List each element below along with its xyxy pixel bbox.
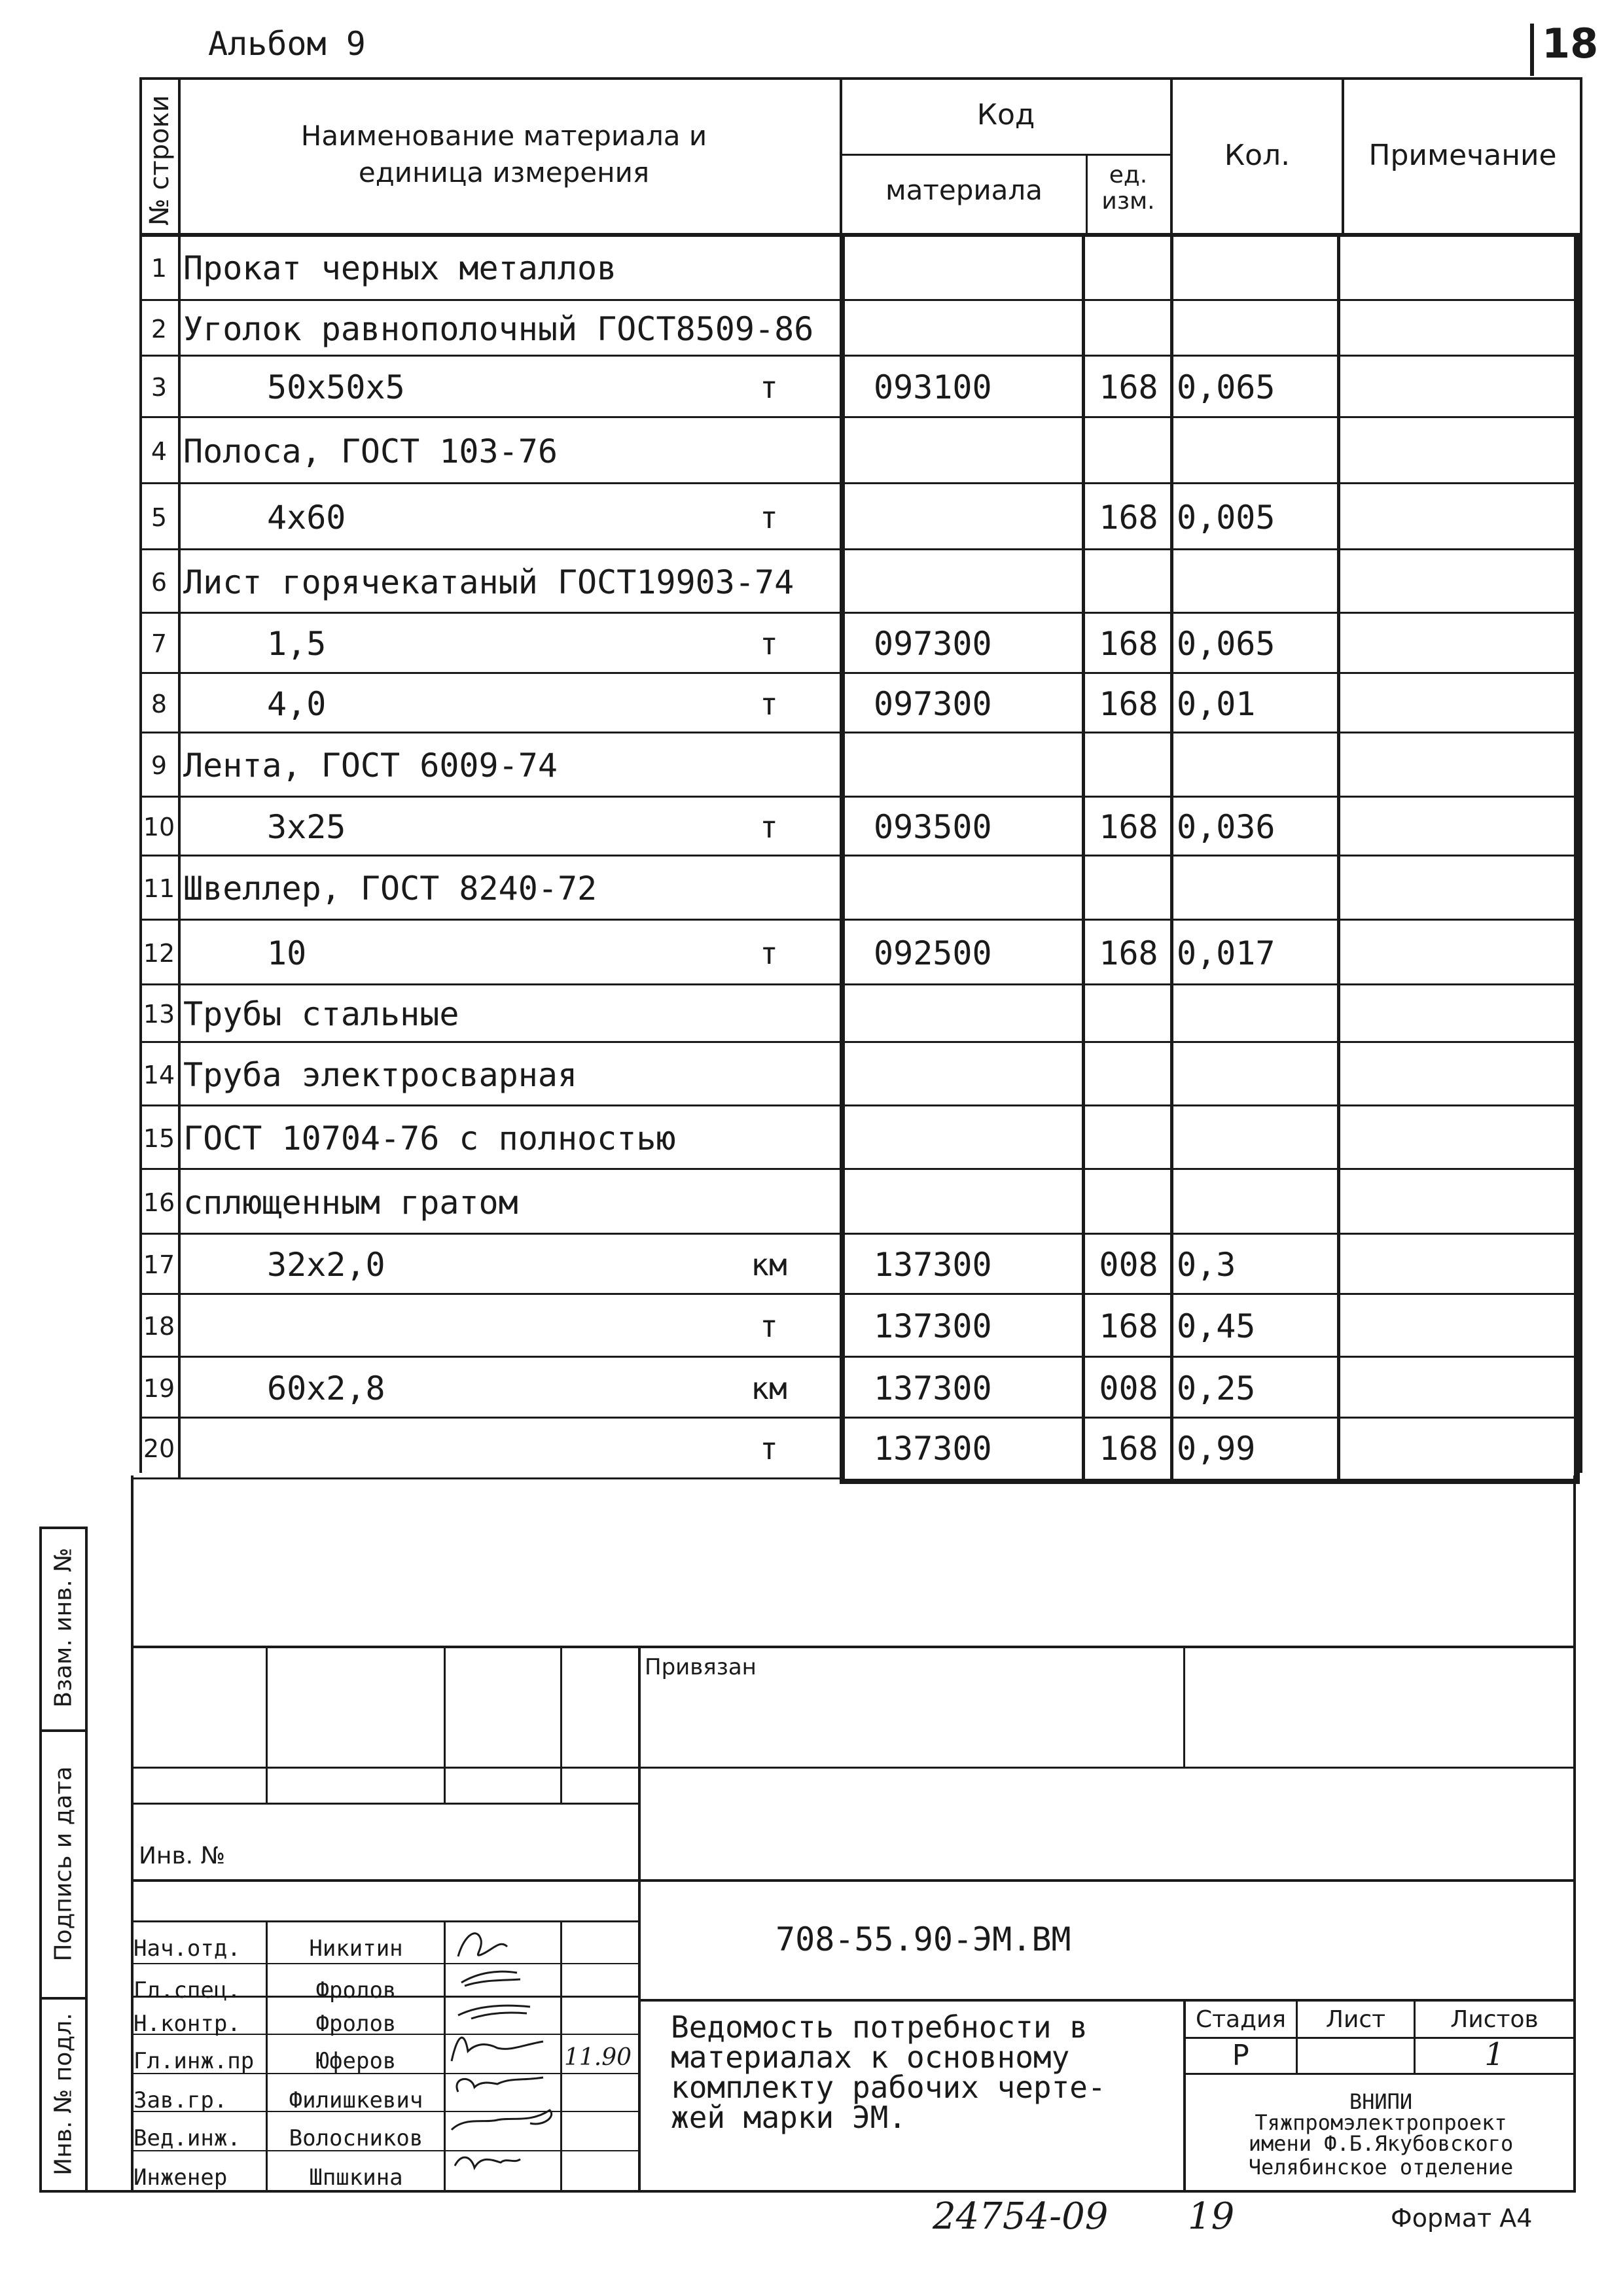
staff-name: Филишкевич	[289, 2087, 423, 2113]
note-header: Примечание	[1368, 139, 1557, 172]
material-code-header: материала	[885, 174, 1043, 206]
material-code: 137300	[874, 1369, 992, 1407]
organization-line: Челябинское отделение	[1248, 2155, 1514, 2180]
quantity	[1177, 733, 1334, 798]
quantity	[1177, 550, 1334, 614]
stage-label: Стадия	[1195, 2006, 1287, 2033]
document-title-line: Ведомость потребности в	[671, 2009, 1088, 2045]
unit	[707, 1043, 831, 1106]
unit-code: 168	[1099, 625, 1158, 663]
format-label: Формат А4	[1391, 2204, 1533, 2233]
name-column-header: Наименование материала и единица измерения	[300, 120, 707, 188]
unit-code: 168	[1099, 368, 1158, 406]
unit-code	[1088, 733, 1169, 798]
material-name: 1,5	[267, 625, 327, 663]
sheets-value: 1	[1484, 2036, 1505, 2073]
material-name: Лист горячекатаный ГОСТ19903-74	[183, 563, 794, 601]
signature-yuferov	[452, 2038, 543, 2061]
original-inventory-label: Инв. № подл.	[50, 2013, 77, 2176]
unit-code: 168	[1099, 1307, 1158, 1345]
organization-line: Тяжпромэлектропроект	[1255, 2110, 1507, 2135]
unit-code	[1088, 550, 1169, 614]
material-code	[874, 236, 1106, 301]
sheet-number: 18	[1542, 20, 1599, 67]
unit: км	[751, 1247, 787, 1282]
quantity-header: Кол.	[1224, 139, 1291, 172]
material-code: 097300	[874, 684, 992, 723]
attached-label: Привязан	[645, 1654, 757, 1680]
material-name: 4,0	[267, 684, 327, 723]
row-number: 18	[143, 1312, 175, 1341]
material-name: Трубы стальные	[183, 995, 459, 1033]
unit: т	[760, 499, 778, 535]
unit: т	[760, 626, 778, 662]
staff-role: Зав.гр.	[134, 2087, 228, 2113]
signature-nikitin	[458, 1934, 507, 1956]
signature-frolov-2	[458, 2005, 530, 2019]
document-title-line: материалах к основному	[671, 2040, 1070, 2075]
material-code: 097300	[874, 625, 992, 663]
staff-name: Фролов	[315, 1977, 397, 2004]
quantity	[1177, 857, 1334, 921]
sheet-number-divider	[1530, 24, 1534, 76]
material-code	[874, 418, 1106, 484]
unit-code	[1088, 857, 1169, 921]
quantity	[1177, 301, 1334, 357]
material-name: 32x2,0	[267, 1246, 385, 1284]
unit-code: 008	[1099, 1369, 1158, 1407]
material-name: Труба электросварная	[183, 1055, 578, 1094]
row-number: 9	[151, 751, 168, 780]
row-number: 2	[151, 314, 168, 344]
quantity	[1177, 1170, 1334, 1235]
unit	[707, 418, 831, 484]
row-number: 16	[143, 1188, 175, 1217]
material-code	[874, 484, 1106, 550]
material-code: 092500	[874, 934, 992, 972]
unit	[707, 985, 831, 1043]
material-code: 137300	[874, 1246, 992, 1284]
quantity: 0,45	[1177, 1307, 1256, 1345]
row-number: 6	[151, 567, 168, 597]
quantity: 0,99	[1177, 1430, 1256, 1468]
quantity: 0,065	[1177, 625, 1275, 663]
sheet-label: Лист	[1325, 2006, 1386, 2033]
unit: км	[751, 1370, 787, 1406]
row-number: 12	[143, 938, 175, 968]
material-code	[874, 733, 1106, 798]
material-code	[874, 1043, 1106, 1106]
unit	[707, 733, 831, 798]
unit: т	[760, 1431, 778, 1466]
unit-code	[1088, 1043, 1169, 1106]
signature-frolov-1	[461, 1971, 520, 1986]
row-number: 5	[151, 503, 168, 532]
material-code	[874, 857, 1106, 921]
row-number: 19	[143, 1373, 175, 1403]
row-number: 20	[143, 1434, 175, 1463]
material-code	[874, 1106, 1106, 1170]
quantity: 0,036	[1177, 808, 1275, 846]
unit-code	[1088, 1106, 1169, 1170]
unit	[707, 1170, 831, 1235]
code-column-header: Код	[976, 98, 1035, 132]
staff-name: Юферов	[315, 2048, 397, 2074]
staff-name: Никитин	[309, 1935, 403, 1962]
staff-name: Волосников	[289, 2125, 423, 2151]
unit-code: 168	[1099, 684, 1158, 723]
quantity: 0,005	[1177, 498, 1275, 537]
album-label: Альбом 9	[208, 25, 366, 63]
material-name: Уголок равнополочный ГОСТ8509-86	[183, 309, 814, 348]
inventory-number-label: Инв. №	[139, 1843, 226, 1869]
unit: т	[760, 809, 778, 845]
material-name: 10	[267, 934, 307, 972]
row-number: 13	[143, 1000, 175, 1029]
unit-code	[1088, 418, 1169, 484]
unit-code	[1088, 1170, 1169, 1235]
unit-code: 168	[1099, 1430, 1158, 1468]
sheets-label: Листов	[1450, 2006, 1539, 2033]
unit	[707, 301, 831, 357]
unit: т	[760, 370, 778, 405]
signatures	[445, 1920, 563, 2192]
material-code	[874, 1170, 1106, 1235]
signature-filishkevich	[457, 2077, 543, 2092]
material-code: 093500	[874, 808, 992, 846]
unit-code: 168	[1099, 934, 1158, 972]
organization-line: ВНИПИ	[1349, 2089, 1413, 2114]
replacement-inventory-label: Взам. инв. №	[50, 1547, 77, 1708]
quantity: 0,3	[1177, 1246, 1236, 1284]
staff-role: Нач.отд.	[134, 1935, 241, 1962]
material-code: 093100	[874, 368, 992, 406]
organization	[1190, 2091, 1572, 2178]
document-title	[671, 2009, 1106, 2135]
unit-code: 168	[1099, 498, 1158, 537]
row-number: 15	[143, 1123, 175, 1153]
unit: т	[760, 935, 778, 971]
row-number: 14	[143, 1060, 175, 1089]
material-name: 4x60	[267, 498, 346, 537]
footer-number: 24754-09	[933, 2195, 1109, 2238]
quantity: 0,017	[1177, 934, 1275, 972]
row-number: 4	[151, 436, 168, 466]
material-name: 3x25	[267, 808, 346, 846]
unit	[707, 857, 831, 921]
row-number: 10	[143, 813, 175, 841]
organization-line: имени Ф.Б.Якубовского	[1248, 2131, 1514, 2156]
material-name: Полоса, ГОСТ 103-76	[183, 432, 558, 470]
document-title-line: комплекту рабочих черте-	[671, 2070, 1106, 2105]
quantity	[1177, 236, 1334, 301]
material-name: ГОСТ 10704-76 с полностью	[183, 1119, 676, 1157]
unit-code-header: ед. изм.	[1101, 162, 1155, 215]
footer-page: 19	[1188, 2195, 1235, 2238]
material-code	[874, 985, 1106, 1043]
unit	[707, 550, 831, 614]
row-number: 7	[151, 629, 168, 658]
material-name: 60x2,8	[267, 1369, 385, 1407]
row-number: 17	[143, 1250, 175, 1279]
unit	[707, 1106, 831, 1170]
quantity: 0,065	[1177, 368, 1275, 406]
stage-value: Р	[1232, 2039, 1250, 2072]
material-code: 137300	[874, 1307, 992, 1345]
staff-role: Инженер	[134, 2164, 228, 2191]
quantity	[1177, 985, 1334, 1043]
staff-name: Фролов	[315, 2011, 397, 2037]
quantity	[1177, 418, 1334, 484]
material-code: 137300	[874, 1430, 992, 1468]
quantity: 0,25	[1177, 1369, 1256, 1407]
signature-shpshkina	[455, 2157, 520, 2168]
material-name: Лента, ГОСТ 6009-74	[183, 747, 558, 785]
unit-code	[1088, 985, 1169, 1043]
staff-role: Вед.инж.	[134, 2125, 241, 2151]
quantity	[1177, 1043, 1334, 1106]
row-number: 11	[143, 874, 175, 903]
material-name: 50x50x5	[267, 368, 405, 406]
unit-code: 008	[1099, 1246, 1158, 1284]
signature-date-label: Подпись и дата	[50, 1766, 77, 1962]
document-code: 708-55.90-ЭМ.ВМ	[776, 1920, 1071, 1958]
document-title-line: жей марки ЭМ.	[671, 2100, 907, 2135]
staff-role: Н.контр.	[134, 2011, 241, 2037]
unit-code: 168	[1099, 808, 1158, 846]
unit: т	[760, 1309, 778, 1344]
quantity	[1177, 1106, 1334, 1170]
row-number-header: № строки	[145, 95, 175, 226]
quantity: 0,01	[1177, 684, 1256, 723]
date-value: 11.90	[564, 2044, 632, 2071]
staff-role: Гл.спец.	[134, 1977, 241, 2004]
unit: т	[760, 686, 778, 722]
material-name: Прокат черных металлов	[183, 249, 617, 287]
unit-code	[1088, 301, 1169, 357]
unit	[707, 236, 831, 301]
row-number: 8	[151, 689, 168, 718]
material-code	[874, 550, 1106, 614]
material-name: Швеллер, ГОСТ 8240-72	[183, 870, 597, 908]
staff-name: Шпшкина	[309, 2164, 403, 2191]
material-code	[874, 301, 1106, 357]
row-number: 1	[151, 254, 168, 283]
material-name: сплющенным гратом	[183, 1183, 518, 1222]
unit-code	[1088, 236, 1169, 301]
signature-volosnikov	[452, 2110, 552, 2130]
staff-role: Гл.инж.пр	[134, 2048, 255, 2074]
row-number: 3	[151, 373, 168, 402]
